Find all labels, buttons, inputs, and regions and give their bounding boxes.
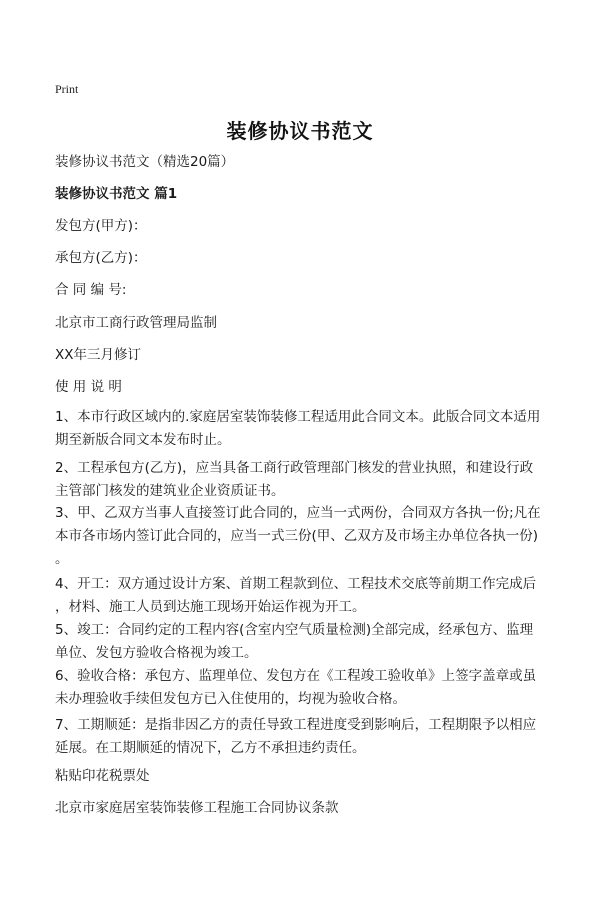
usage-item-line: 单位、发包方验收合格视为竣工。 — [55, 645, 258, 661]
usage-item-line: 3、甲、乙双方当事人直接签订此合同的，应当一式两份，合同双方各执一份;凡在 — [55, 505, 541, 521]
stamp-note: 粘贴印花税票处 — [55, 768, 150, 784]
usage-item-line: ，材料、施工人员到达施工现场开始运作视为开工。 — [55, 599, 366, 615]
party-b-field: 承包方(乙方)： — [55, 250, 147, 266]
print-label: Print — [55, 82, 79, 96]
usage-item-1 — [55, 406, 555, 452]
usage-item-line: 延展。在工期顺延的情况下，乙方不承担违约责任。 — [55, 740, 366, 756]
usage-item-3 — [55, 502, 555, 571]
footer-title: 北京市家庭居室装饰装修工程施工合同协议条款 — [55, 800, 339, 816]
usage-item-6 — [55, 665, 555, 711]
document-subtitle: 装修协议书范文（精选20篇） — [55, 154, 235, 170]
contract-number-field: 合 同 编 号: — [55, 282, 127, 298]
usage-item-line: 2、工程承包方(乙方)，应当具备工商行政管理部门核发的营业执照，和建设行政 — [55, 460, 534, 476]
usage-item-7 — [55, 714, 555, 760]
usage-item-line: 未办理验收手续但发包方已入住使用的，均视为验收合格。 — [55, 691, 406, 707]
usage-item-line: 本市各市场内签订此合同的，应当一式三份(甲、乙双方及市场主办单位各执一份) — [55, 528, 539, 544]
usage-item-line: 6、验收合格：承包方、监理单位、发包方在《工程竣工验收单》上签字盖章或虽 — [55, 668, 537, 684]
revision-line: XX年三月修订 — [55, 347, 141, 363]
usage-item-line: 5、竣工：合同约定的工程内容(含室内空气质量检测)全部完成，经承包方、监理 — [55, 622, 534, 638]
section-heading: 装修协议书范文 篇1 — [55, 186, 178, 202]
usage-item-line: 期至新版合同文本发布时止。 — [55, 432, 231, 448]
usage-heading: 使 用 说 明 — [55, 379, 122, 395]
usage-item-line: 。 — [55, 551, 69, 567]
usage-item-line: 主管部门核发的建筑业企业资质证书。 — [55, 483, 285, 499]
usage-item-2 — [55, 457, 555, 503]
usage-item-line: 1、本市行政区域内的.家庭居室装饰装修工程适用此合同文本。此版合同文本适用 — [55, 409, 541, 425]
usage-item-line: 7、工期顺延：是指非因乙方的责任导致工程进度受到影响后，工程期限予以相应 — [55, 717, 537, 733]
party-a-field: 发包方(甲方)： — [55, 218, 147, 234]
usage-item-4 — [55, 573, 555, 619]
usage-item-line: 4、开工：双方通过设计方案、首期工程款到位、工程技术交底等前期工作完成后 — [55, 576, 537, 592]
supervisor-line: 北京市工商行政管理局监制 — [55, 315, 217, 331]
document-title: 装修协议书范文 — [226, 119, 374, 143]
usage-item-5 — [55, 619, 555, 665]
